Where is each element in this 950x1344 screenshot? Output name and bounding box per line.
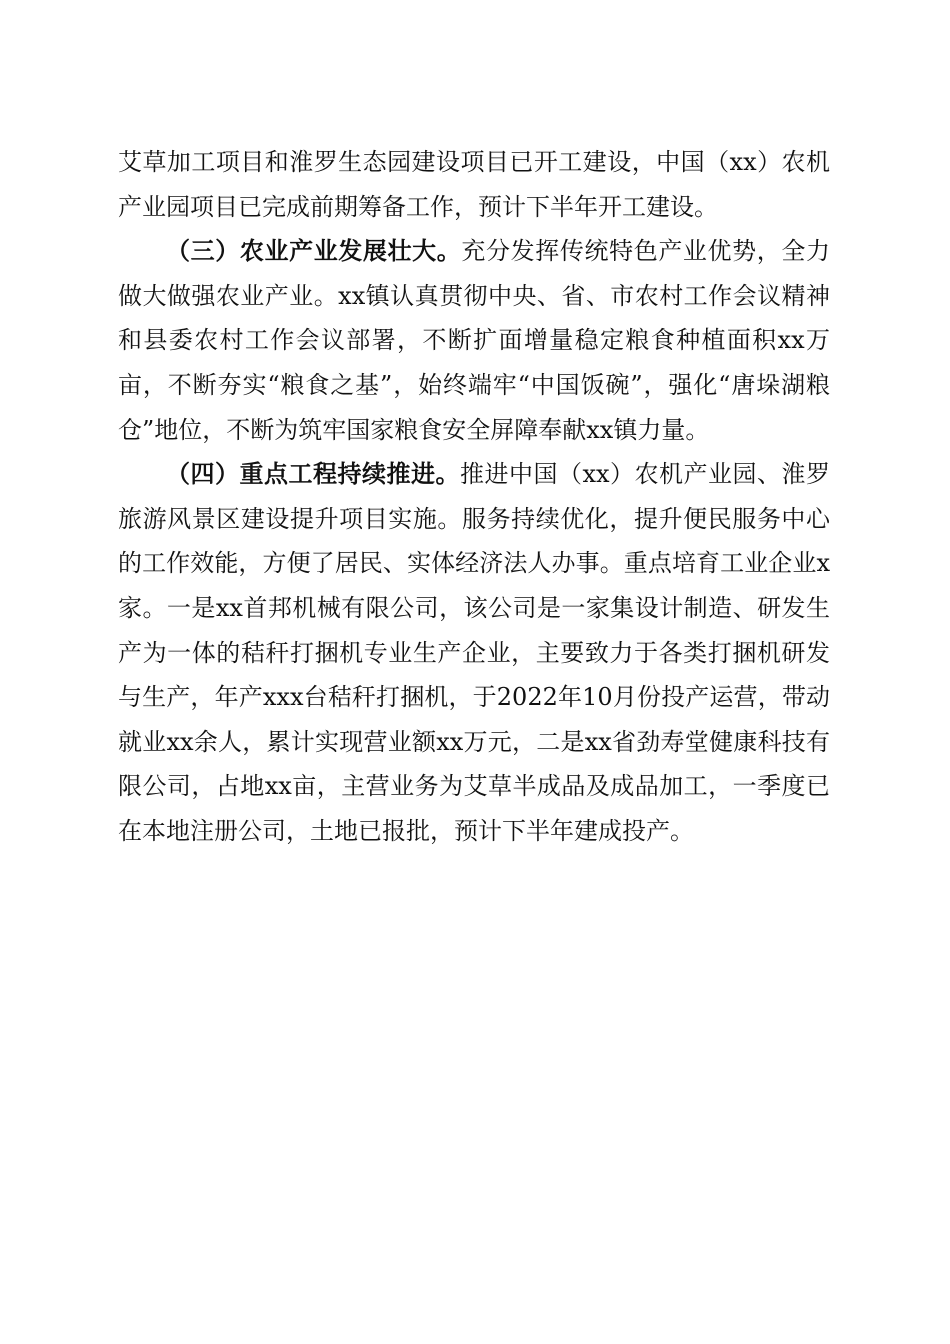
paragraph-section-4 — [118, 452, 830, 853]
document-page — [118, 140, 830, 854]
section-heading: （三）农业产业发展壮大。 — [166, 237, 462, 266]
section-heading: （四）重点工程持续推进。 — [166, 460, 460, 489]
paragraph-section-3 — [118, 229, 830, 452]
paragraph-continuation — [118, 140, 830, 229]
paragraph-body: 推进中国（xx）农机产业园、淮罗旅游风景区建设提升项目实施。服务持续优化，提升便民服务中心的工作效能，方便了居民、实体经济法人办事。重点培育工业企业x家。一是xx首邦机械有限公司，该公司是一家集设计制造、研发生产为一体的秸秆打捆机专业生产企业，主要致力于各类打捆机研发与生产，年产xxx台秸秆打捆机，于2022年10月份投产运营，带动就业xx余人，累计实现营业额xx万元，二是xx省劲寿堂健康科技有限公司，占地xx亩，主营业务为艾草半成品及成品加工，一季度已在本地注册公司，土地已报批，预计下半年建成投产。 — [118, 460, 830, 845]
paragraph-body: 艾草加工项目和淮罗生态园建设项目已开工建设，中国（xx）农机产业园项目已完成前期筹备工作，预计下半年开工建设。 — [118, 148, 830, 221]
paragraph-body: 充分发挥传统特色产业优势，全力做大做强农业产业。xx镇认真贯彻中央、省、市农村工作会议精神和县委农村工作会议部署，不断扩面增量稳定粮食种植面积xx万亩，不断夯实“粮食之基”，始终端牢“中国饭碗”，强化“唐垛湖粮仓”地位，不断为筑牢国家粮食安全屏障奉献xx镇力量。 — [118, 237, 831, 444]
